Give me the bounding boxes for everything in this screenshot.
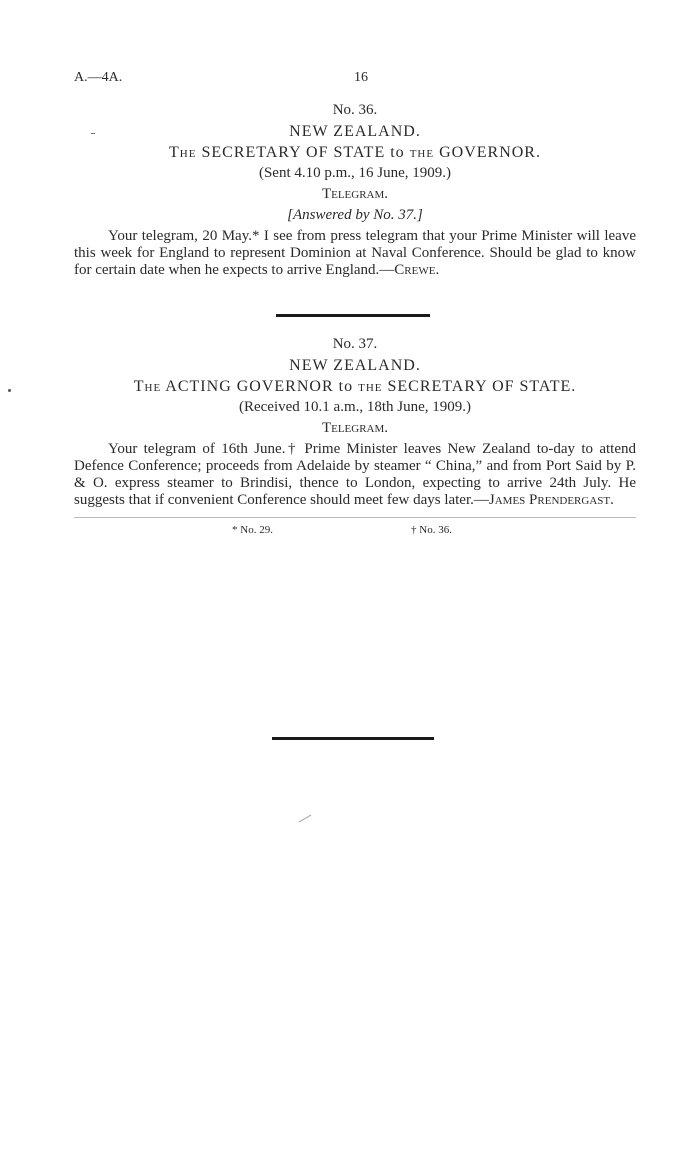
signature: James Prendergast. [488,492,614,508]
parties-article: The [133,378,162,395]
page-number: 16 [354,70,368,85]
parties-line [74,142,636,163]
country-heading: NEW ZEALAND. [289,123,421,140]
section-divider [276,314,430,317]
scan-mark [299,815,312,823]
scan-mark [91,133,95,134]
telegram-body [74,228,636,279]
section-number: No. 37. [332,336,378,352]
parties-recipient: GOVERNOR. [439,144,541,161]
signature: Crewe. [394,262,440,278]
country-heading: NEW ZEALAND. [289,357,421,374]
telegram-37 [74,334,636,509]
footnote-2: † No. 36. [411,524,452,536]
parties-article: The [169,144,197,161]
parties-to: to [390,144,405,161]
telegram-type: Telegram. [321,186,389,202]
sent-timing: (Sent 4.10 p.m., 16 June, 1909.) [258,165,452,181]
body-text: Your telegram, 20 May.* I see from press telegram that your Prime Minister will leave this week for England to represent Dominion at Naval Conference. Should be glad to know for certain date when he expects to arrive England.— [74,228,636,278]
document-reference: A.—4A. [74,70,123,85]
answered-note: [Answered by No. 37.] [287,207,423,223]
parties-to: to [338,378,354,395]
footnotes [74,517,636,538]
telegram-type: Telegram. [321,420,389,436]
parties-recipient: SECRETARY OF STATE. [387,378,577,395]
parties-article-2: the [353,378,388,395]
received-timing: (Received 10.1 a.m., 18th June, 1909.) [238,399,472,415]
parties-sender: ACTING GOVERNOR [161,378,339,395]
section-number: No. 36. [332,102,378,118]
telegram-body [74,441,636,509]
body-text: Your telegram of 16th June.† Prime Minister leaves New Zealand to-day to attend Defence Conference; proceeds from Adelaide by steamer “ China,” and from Port Said by P. & O. express steamer to Brindisi, thence to London, expecting to arrive 24th July. He suggests that if convenient Conference should meet few days later.— [74,441,636,508]
parties-article-2: the [404,144,440,161]
parties-line [74,376,636,397]
parties-sender: SECRETARY OF STATE [196,144,391,161]
end-rule [272,737,434,740]
page-header [74,70,634,90]
scan-mark [8,389,11,392]
telegram-36 [74,100,636,279]
footnote-1: * No. 29. [232,524,273,536]
